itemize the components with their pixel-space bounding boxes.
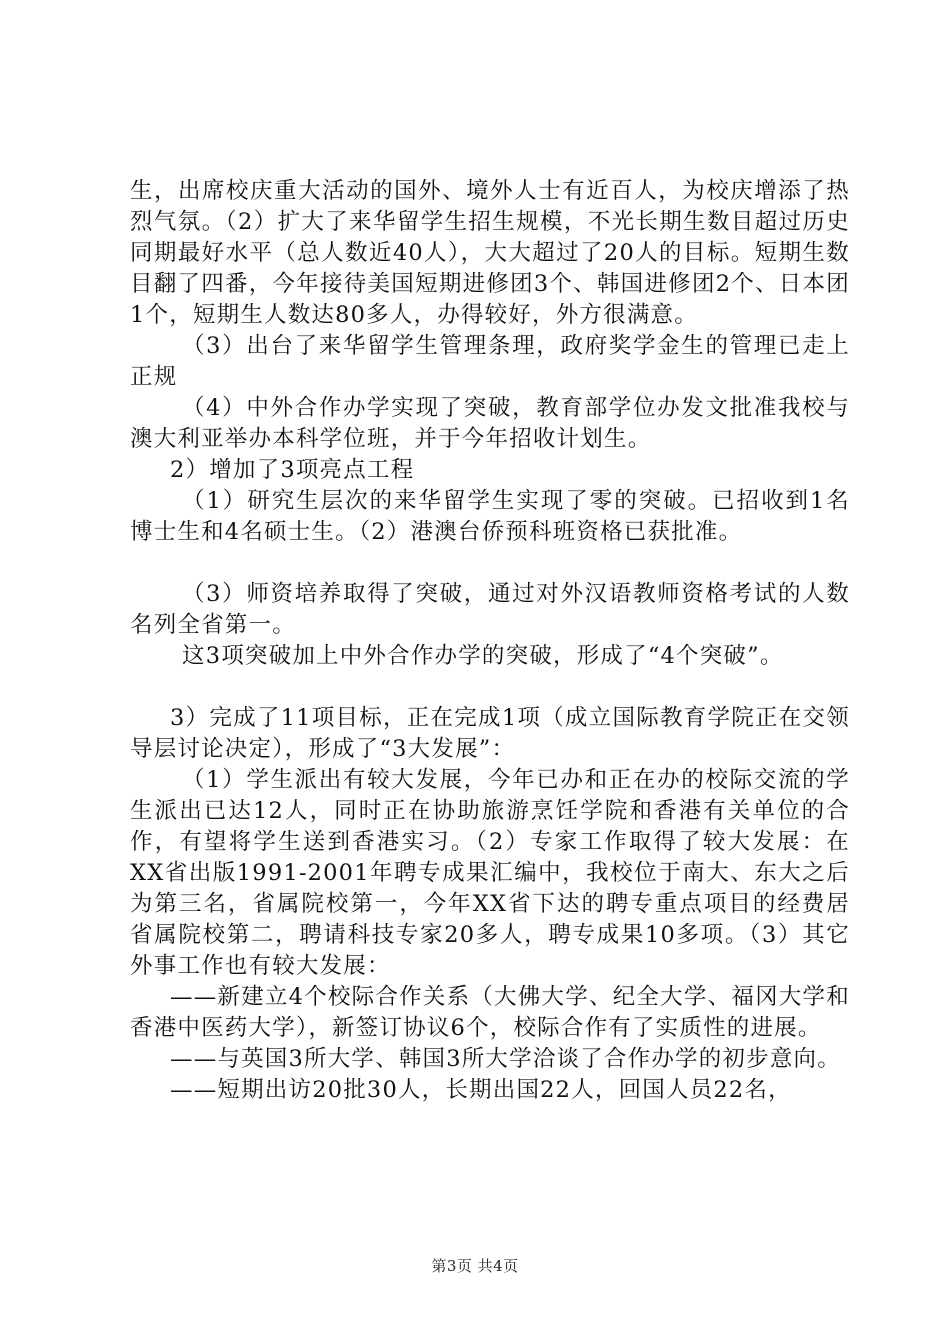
paragraph-4: 2）增加了3项亮点工程: [170, 457, 415, 483]
paragraph-3: （4）中外合作办学实现了突破，教育部学位办发文批准我校与澳大利亚举办本科学位班，并于今年招收计划生。: [130, 395, 850, 452]
paragraph-2: （3）出台了来华留学生管理条理，政府奖学金生的管理已走上正规: [130, 333, 850, 390]
page-number-footer: 第3页 共4页: [431, 1257, 519, 1275]
document-body: [130, 176, 850, 1106]
paragraph-8: 3）完成了11项目标，正在完成1项（成立国际教育学院正在交领导层讨论决定），形成了“3大发展”：: [130, 705, 850, 762]
paragraph-12: ——短期出访20批30人，长期出国22人，回国人员22名，: [170, 1077, 792, 1103]
paragraph-6: （3）师资培养取得了突破，通过对外汉语教师资格考试的人数名列全省第一。: [130, 581, 850, 638]
paragraph-7: 这3项突破加上中外合作办学的突破，形成了“4个突破”。: [182, 643, 784, 669]
paragraph-gap: [130, 672, 850, 703]
paragraph-1: 生，出席校庆重大活动的国外、境外人士有近百人，为校庆增添了热烈气氛。（2）扩大了来华留学生招生规模，不光长期生数目超过历史同期最好水平（总人数近40人），大大超过了20人的目标。短期生数目翻了四番，今年接待美国短期进修团3个、韩国进修团2个、日本团1个，短期生人数达80多人，办得较好，外方很满意。: [130, 178, 850, 328]
paragraph-5: （1）研究生层次的来华留学生实现了零的突破。已招收到1名博士生和4名硕士生。（2）港澳台侨预科班资格已获批准。: [130, 488, 850, 545]
paragraph-gap: [130, 548, 850, 579]
paragraph-11: ——与英国3所大学、韩国3所大学洽谈了合作办学的初步意向。: [170, 1046, 841, 1072]
paragraph-10: ——新建立4个校际合作关系（大佛大学、纪全大学、福冈大学和香港中医药大学），新签订协议6个，校际合作有了实质性的进展。: [130, 984, 850, 1041]
paragraph-9: （1）学生派出有较大发展，今年已办和正在办的校际交流的学生派出已达12人，同时正在协助旅游烹饪学院和香港有关单位的合作，有望将学生送到香港实习。（2）专家工作取得了较大发展：在XX省出版1991-2001年聘专成果汇编中，我校位于南大、东大之后为第三名，省属院校第一，今年XX省下达的聘专重点项目的经费居省属院校第二，聘请科技专家20多人，聘专成果10多项。（3）其它外事工作也有较大发展：: [130, 767, 850, 979]
